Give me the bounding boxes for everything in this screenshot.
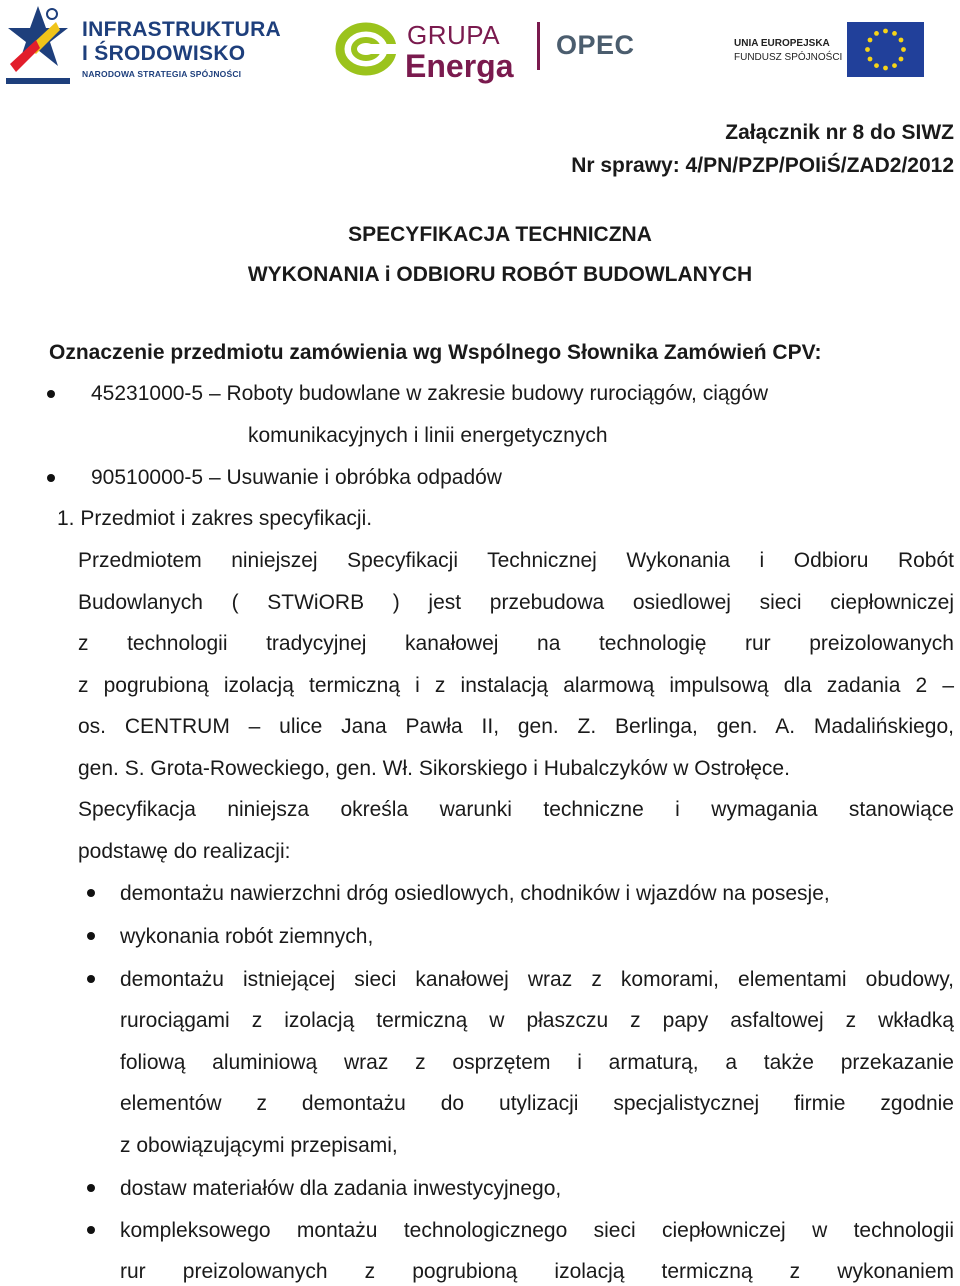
- logo-divider: [537, 22, 540, 70]
- paragraph-1-line6: gen. S. Grota-Roweckiego, gen. Wł. Sikorskiego i Hubalczyków w Ostrołęce.: [78, 757, 790, 780]
- scope-bullet-3: [87, 975, 95, 983]
- logo-ue-line2: FUNDUSZ SPÓJNOŚCI: [734, 52, 843, 63]
- cpv-item-2: 90510000-5 – Usuwanie i obróbka odpadów: [91, 466, 502, 489]
- scope-item-3-line3: foliową aluminiową wraz z osprzętem i armaturą, a także przekazanie: [120, 1051, 954, 1074]
- paragraph-1-line2: Budowlanych ( STWiORB ) jest przebudowa osiedlowej sieci ciepłowniczej: [78, 591, 954, 614]
- scope-bullet-1: [87, 889, 95, 897]
- scope-item-3-line5: z obowiązującymi przepisami,: [120, 1134, 398, 1157]
- logo-is-line3: NARODOWA STRATEGIA SPÓJNOŚCI: [82, 69, 242, 79]
- cpv-bullet-1: [47, 390, 55, 398]
- cpv-heading: Oznaczenie przedmiotu zamówienia wg Wspólnego Słownika Zamówień CPV:: [49, 341, 822, 364]
- star-arrow-icon: [6, 4, 70, 84]
- infrastruktura-srodowisko-logo: [6, 4, 282, 86]
- paragraph-2-line2: podstawę do realizacji:: [78, 840, 291, 863]
- paragraph-1-line3: z technologii tradycyjnej kanałowej na technologię rur preizolowanych: [78, 632, 954, 655]
- paragraph-1-line1: Przedmiotem niniejszej Specyfikacji Technicznej Wykonania i Odbioru Robót: [78, 549, 954, 572]
- eu-flag-icon: [847, 22, 924, 77]
- scope-item-5-line2: rur preizolowanych z pogrubioną izolacją termiczną z wykonaniem: [120, 1260, 954, 1283]
- doc-title-line1: SPECYFIKACJA TECHNICZNA: [348, 223, 652, 246]
- cpv-item-1-line2: komunikacyjnych i linii energetycznych: [248, 424, 608, 447]
- attachment-label: Załącznik nr 8 do SIWZ: [725, 121, 954, 144]
- scope-item-2: wykonania robót ziemnych,: [120, 925, 374, 948]
- opec-logo: OPEC: [556, 30, 635, 60]
- scope-item-5-line1: kompleksowego montażu technologicznego sieci ciepłowniczej w technologii: [120, 1219, 954, 1242]
- doc-title-line2: WYKONANIA i ODBIORU ROBÓT BUDOWLANYCH: [247, 263, 753, 286]
- cpv-item-1-line1: 45231000-5 – Roboty budowlane w zakresie budowy rurociągów, ciągów: [91, 382, 769, 405]
- scope-item-3-line2: rurociągami z izolacją termiczną w płaszczu z papy asfaltowej z wkładką: [120, 1009, 954, 1032]
- scope-item-4: dostaw materiałów dla zadania inwestycyjnego,: [120, 1177, 562, 1200]
- logo-ue-line1: UNIA EUROPEJSKA: [734, 38, 830, 49]
- logo-is-line1: INFRASTRUKTURA: [82, 18, 282, 41]
- case-number: Nr sprawy: 4/PN/PZP/POIiŚ/ZAD2/2012: [571, 154, 954, 177]
- paragraph-1-line5: os. CENTRUM – ulice Jana Pawła II, gen. Z. Berlinga, gen. A. Madalińskiego,: [78, 715, 954, 738]
- grupa-energa-logo: [335, 12, 525, 84]
- scope-bullet-5: [87, 1226, 95, 1234]
- logo-ge-energa: Energa: [405, 48, 514, 84]
- paragraph-2-line1: Specyfikacja niniejsza określa warunki techniczne i wymagania stanowiące: [78, 798, 954, 821]
- eu-logo: [730, 22, 930, 78]
- scope-bullet-2: [87, 932, 95, 940]
- logo-ge-grupa: GRUPA: [407, 20, 501, 50]
- scope-item-1: demontażu nawierzchni dróg osiedlowych, chodników i wjazdów na posesje,: [120, 882, 830, 905]
- paragraph-1-line4: z pogrubioną izolacją termiczną i z instalacją alarmową impulsową dla zadania 2 –: [78, 674, 954, 697]
- logo-is-line2: I ŚRODOWISKO: [82, 42, 246, 65]
- scope-item-3-line4: elementów z demontażu do utylizacji specjalistycznej firmie zgodnie: [120, 1092, 954, 1115]
- energa-swirl-icon: [335, 18, 397, 80]
- cpv-bullet-2: [47, 474, 55, 482]
- scope-bullet-4: [87, 1184, 95, 1192]
- scope-item-3-line1: demontażu istniejącej sieci kanałowej wraz z komorami, elementami obudowy,: [120, 968, 954, 991]
- section-1-heading: 1. Przedmiot i zakres specyfikacji.: [57, 507, 373, 530]
